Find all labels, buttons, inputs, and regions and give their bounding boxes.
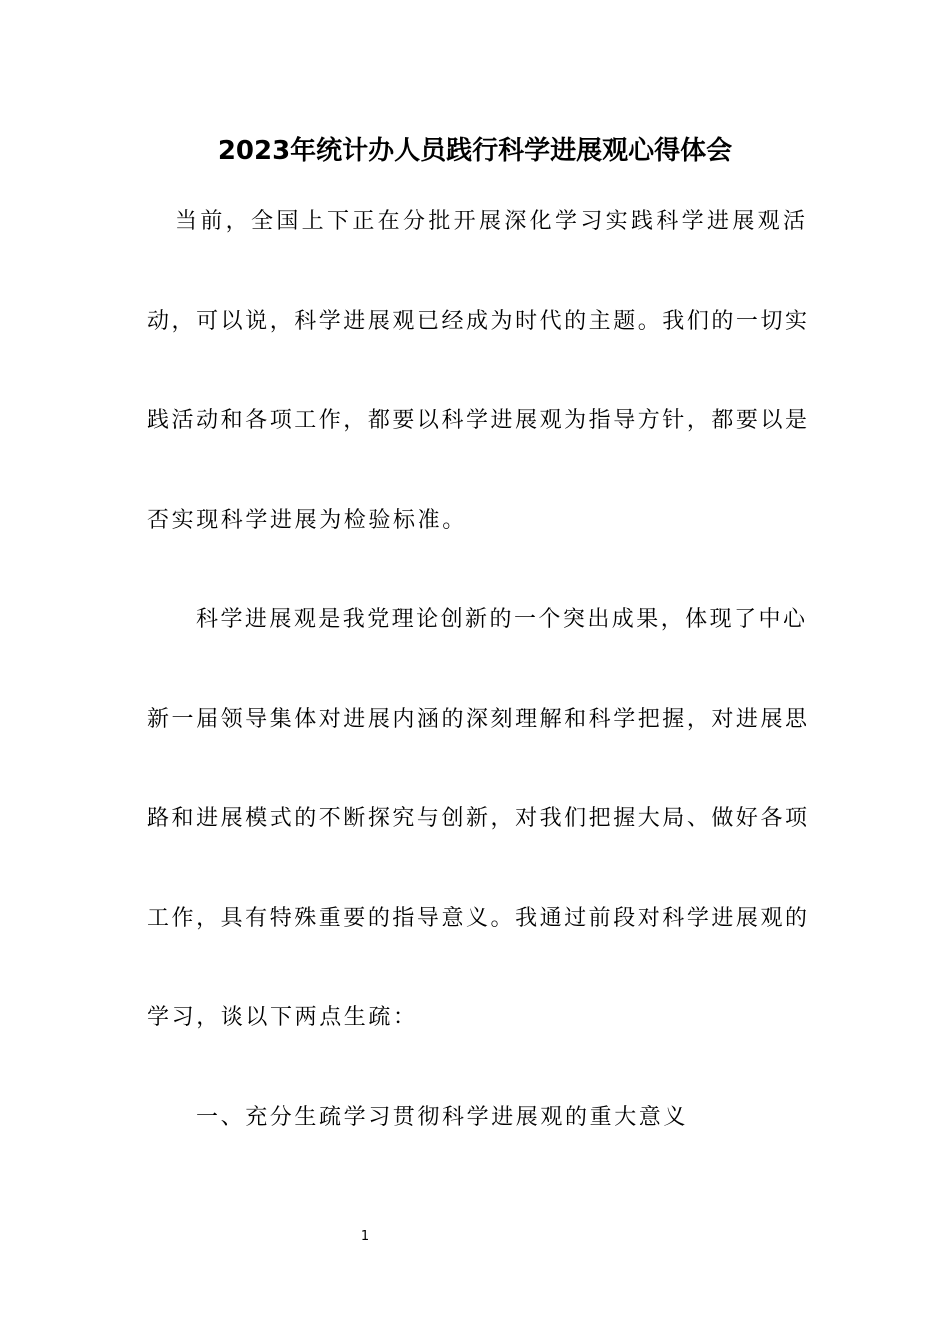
paragraph-1-line-1: 当前，全国上下正在分批开展深化学习实践科学进展观活 [175,209,805,234]
section-heading-1: 一、充分生疏学习贯彻科学进展观的重大意义 [196,1105,689,1130]
paragraph-2-line-1: 科学进展观是我党理论创新的一个突出成果，体现了中心 [196,607,805,632]
document-title: 2023年统计办人员践行科学进展观心得体会 [217,136,733,166]
paragraph-1-line-2: 动，可以说，科学进展观已经成为时代的主题。我们的一切实 [147,309,807,334]
page-number: 1 [360,1229,370,1244]
paragraph-2-line-4: 工作，具有特殊重要的指导意义。我通过前段对科学进展观的 [147,906,807,931]
paragraph-2-line-3: 路和进展模式的不断探究与创新，对我们把握大局、做好各项 [147,806,807,831]
paragraph-1-line-3: 践活动和各项工作，都要以科学进展观为指导方针，都要以是 [147,408,807,433]
paragraph-1-line-4: 否实现科学进展为检验标准。 [147,508,467,533]
paragraph-2-line-5: 学习，谈以下两点生疏： [147,1005,418,1030]
paragraph-2-line-2: 新一届领导集体对进展内涵的深刻理解和科学把握，对进展思 [147,707,807,732]
